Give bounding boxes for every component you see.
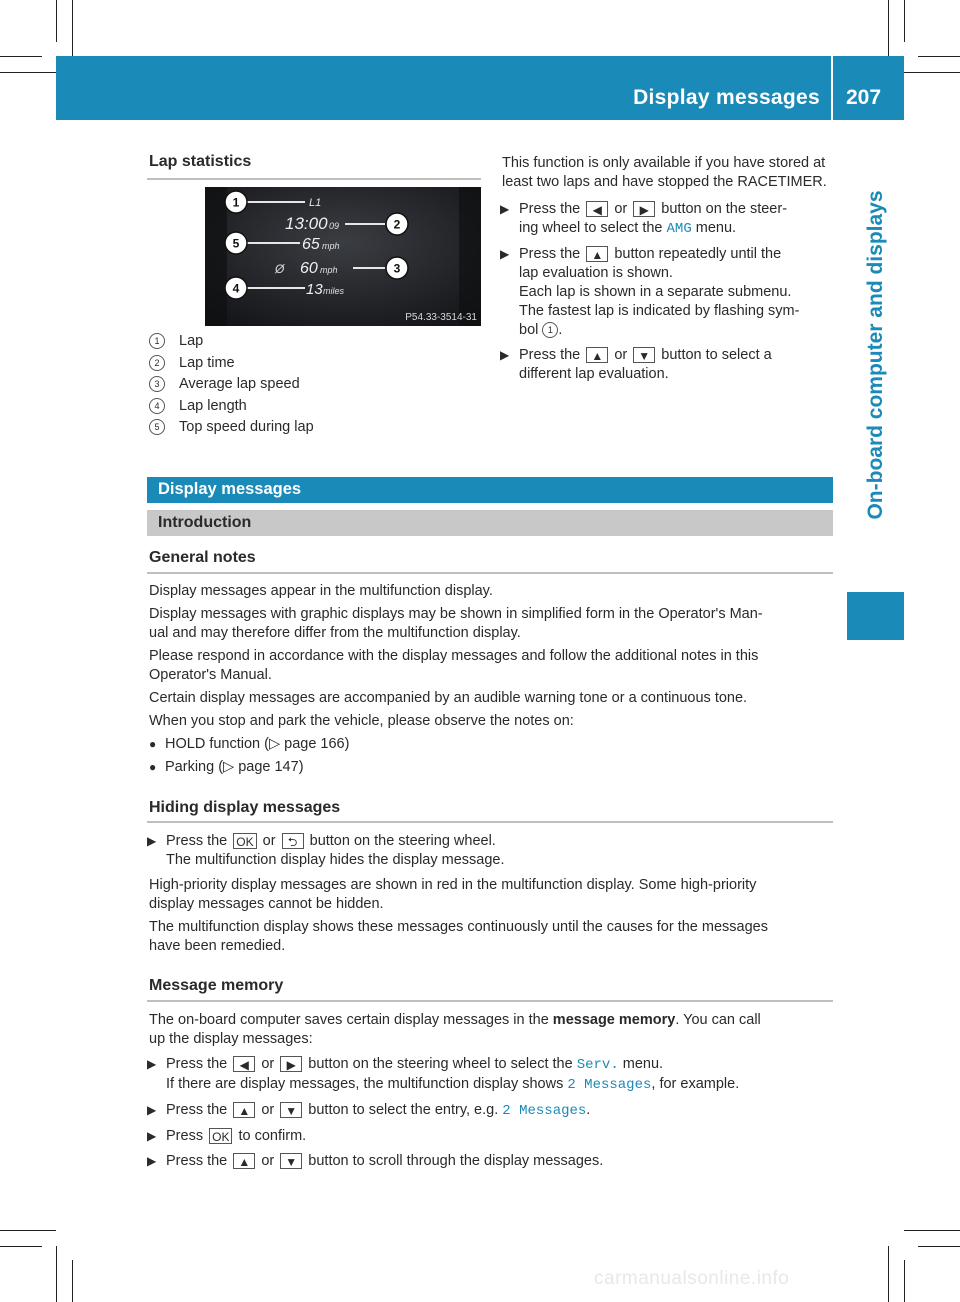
crop-mark <box>0 72 56 73</box>
header-separator <box>831 56 833 120</box>
step-text: Press the <box>519 246 581 262</box>
list-text: HOLD function ( <box>165 736 269 752</box>
step-text: ing wheel to select the <box>519 220 663 236</box>
messages-display-label: 2 Messages <box>567 1077 652 1093</box>
callout-5 <box>225 232 247 254</box>
step-text: Press the <box>166 1102 228 1118</box>
crop-mark <box>56 1246 57 1302</box>
down-button-icon: ▼ <box>280 1102 302 1118</box>
paragraph: Operator's Manual. <box>149 667 272 683</box>
crop-mark <box>904 1230 960 1231</box>
paragraph: The multifunction display shows these messages continuously until the causes for the messages <box>149 919 768 935</box>
figure-id: P54.33-3514-31 <box>405 312 477 323</box>
step-text: button to select the entry, e.g. <box>308 1102 499 1118</box>
step-text: Press the <box>166 1056 228 1072</box>
callout-3 <box>386 257 408 279</box>
page-reference-link[interactable]: ▷ page 147) <box>223 759 304 775</box>
crop-mark <box>918 56 960 57</box>
lap-time-value: 13:00 <box>285 214 328 233</box>
step <box>500 346 832 384</box>
step-arrow-icon: ▶ <box>147 1154 157 1168</box>
section-rule <box>147 1000 833 1002</box>
svg-text:3: 3 <box>393 261 401 276</box>
callout-4 <box>225 277 247 299</box>
crop-mark <box>72 1260 73 1302</box>
header-title: Display messages <box>633 86 820 109</box>
step-text: different lap evaluation. <box>519 366 669 382</box>
lap-length-unit: miles <box>323 286 345 296</box>
back-button-icon: ⮌ <box>282 833 304 849</box>
step-text: Press the <box>166 1153 228 1169</box>
step-arrow-icon: ▶ <box>500 348 510 362</box>
lap-statistics-figure <box>205 187 481 326</box>
legend-number: 4 <box>149 398 165 414</box>
step-text: button repeatedly until the <box>614 246 782 262</box>
section-rule <box>147 178 481 180</box>
paragraph-text: . You can call <box>675 1012 761 1028</box>
message-memory-body <box>149 1011 833 1171</box>
crop-mark <box>72 0 73 56</box>
top-speed-unit: mph <box>322 241 340 251</box>
svg-text:1: 1 <box>232 195 240 210</box>
step-text: Each lap is shown in a separate submenu. <box>519 284 792 300</box>
step-text: or <box>261 1102 275 1118</box>
step-text: Press the <box>519 347 581 363</box>
paragraph: ual and may therefore differ from the multifunction display. <box>149 625 521 641</box>
step-arrow-icon: ▶ <box>500 202 510 216</box>
legend-item <box>149 375 479 397</box>
up-button-icon: ▲ <box>233 1102 255 1118</box>
step <box>147 1055 833 1095</box>
intro-paragraph: This function is only available if you have stored at least two laps and have stopped the RACETIMER. <box>502 155 827 190</box>
step-text: Press the <box>166 833 228 849</box>
paragraph <box>149 1011 833 1030</box>
step-text: . <box>586 1102 591 1118</box>
crop-mark <box>0 1246 42 1247</box>
bullet-icon: ● <box>149 737 157 751</box>
down-button-icon: ▼ <box>633 347 655 363</box>
introduction-band <box>147 510 833 536</box>
paragraph: Please respond in accordance with the display messages and follow the additional notes in this <box>149 648 759 664</box>
legend-number: 5 <box>149 419 165 435</box>
step <box>147 832 833 870</box>
section-rule <box>147 821 833 823</box>
step-arrow-icon: ▶ <box>500 247 510 261</box>
step-text: bol <box>519 322 539 338</box>
side-tab-label: On-board computer and displays <box>864 190 887 520</box>
step-text: menu. <box>695 220 737 236</box>
svg-text:2: 2 <box>393 217 401 232</box>
display-messages-band <box>147 477 833 503</box>
average-symbol: Ø <box>275 262 285 276</box>
legend-item <box>149 354 479 376</box>
bold-term: message memory <box>552 1012 676 1028</box>
callout-1 <box>225 191 247 213</box>
paragraph: Certain display messages are accompanied by an audible warning tone or a continuous tone. <box>149 690 748 706</box>
lap-statistics-title: Lap statistics <box>149 153 252 170</box>
right-button-icon: ▶ <box>633 201 655 217</box>
step-text: . <box>558 322 563 338</box>
legend-item <box>149 332 479 354</box>
band-title: Introduction <box>158 514 252 531</box>
step <box>147 1127 833 1146</box>
up-button-icon: ▲ <box>586 246 608 262</box>
paragraph: High-priority display messages are shown in red in the multifunction display. Some high-priority <box>149 877 757 893</box>
step-text: or <box>614 347 628 363</box>
right-button-icon: ▶ <box>280 1056 302 1072</box>
down-button-icon: ▼ <box>280 1153 302 1169</box>
legend-text: Average lap speed <box>179 376 300 392</box>
lap-legend <box>149 332 479 440</box>
step-text: menu. <box>622 1056 664 1072</box>
right-column <box>502 154 832 384</box>
legend-text: Lap time <box>179 354 235 371</box>
messages-display-label: 2 Messages <box>502 1103 587 1119</box>
serv-menu-label: Serv. <box>576 1057 619 1073</box>
legend-text: Lap <box>179 333 204 349</box>
crop-mark <box>904 1260 905 1302</box>
step-text: button on the steering wheel. <box>309 833 496 849</box>
hiding-title: Hiding display messages <box>149 799 341 816</box>
legend-number: 2 <box>149 355 165 371</box>
step-text: Press the <box>519 201 581 217</box>
page-reference-link[interactable]: ▷ page 166) <box>268 736 350 752</box>
lap-label: L1 <box>309 197 322 209</box>
step <box>147 1152 833 1171</box>
crop-mark <box>888 1246 889 1302</box>
page-number: 207 <box>846 86 882 109</box>
step <box>500 245 832 340</box>
step-text: button to select a <box>661 347 772 363</box>
step <box>500 200 832 239</box>
callout-ref: 1 <box>542 322 558 338</box>
crop-mark <box>904 0 905 42</box>
step-text: The fastest lap is indicated by flashing sym- <box>519 303 800 319</box>
step-text: or <box>614 201 628 217</box>
paragraph: Display messages appear in the multifunction display. <box>149 583 493 599</box>
step-text: button on the steer- <box>661 201 788 217</box>
left-button-icon: ◀ <box>233 1056 255 1072</box>
general-notes-body <box>149 582 833 777</box>
list-text: Parking ( <box>165 759 224 775</box>
lap-length-value: 13 <box>306 281 323 298</box>
paragraph: have been remedied. <box>149 938 286 954</box>
crop-mark <box>904 72 960 73</box>
list-item <box>149 758 833 777</box>
bullet-icon: ● <box>149 760 157 774</box>
step-text: or <box>261 1056 275 1072</box>
step-text: to confirm. <box>238 1128 307 1144</box>
hiding-body <box>149 832 833 956</box>
crop-mark <box>0 56 42 57</box>
legend-number: 1 <box>149 333 165 349</box>
crop-mark <box>56 0 57 42</box>
section-rule <box>147 572 833 574</box>
legend-number: 3 <box>149 376 165 392</box>
step-text: or <box>261 1153 275 1169</box>
step-text: or <box>262 833 276 849</box>
step-arrow-icon: ▶ <box>147 834 157 848</box>
paragraph: display messages cannot be hidden. <box>149 896 384 912</box>
legend-item <box>149 418 479 440</box>
step <box>147 1101 833 1121</box>
step-arrow-icon: ▶ <box>147 1129 157 1143</box>
side-tab-block <box>847 592 904 640</box>
up-button-icon: ▲ <box>586 347 608 363</box>
crop-mark <box>0 1230 56 1231</box>
avg-speed-unit: mph <box>320 265 338 275</box>
general-notes-title: General notes <box>149 549 256 566</box>
ok-button-icon: OK <box>233 833 256 849</box>
lap-time-fraction: 09 <box>329 221 340 231</box>
step-text: button to scroll through the display messages. <box>308 1153 604 1169</box>
step-text: button on the steering wheel to select the <box>308 1056 573 1072</box>
paragraph: Display messages with graphic displays may be shown in simplified form in the Operator's Man- <box>149 606 763 622</box>
watermark: carmanualsonline.info <box>594 1268 790 1289</box>
svg-text:5: 5 <box>232 236 240 251</box>
legend-text: Lap length <box>179 397 247 414</box>
paragraph-text: The on-board computer saves certain display messages in the <box>149 1012 549 1028</box>
step-arrow-icon: ▶ <box>147 1103 157 1117</box>
step-text: Press <box>166 1128 204 1144</box>
list-item <box>149 735 833 754</box>
paragraph: up the display messages: <box>149 1031 313 1047</box>
legend-text: Top speed during lap <box>179 419 314 435</box>
message-memory-title: Message memory <box>149 977 284 994</box>
left-button-icon: ◀ <box>586 201 608 217</box>
svg-text:4: 4 <box>232 281 240 296</box>
legend-item <box>149 397 479 419</box>
step-text: lap evaluation is shown. <box>519 265 673 281</box>
ok-button-icon: OK <box>209 1128 232 1144</box>
top-speed-value: 65 <box>302 236 320 253</box>
crop-mark <box>888 0 889 56</box>
step-text: If there are display messages, the multifunction display shows <box>166 1076 564 1092</box>
step-text: , for example. <box>651 1076 740 1092</box>
up-button-icon: ▲ <box>233 1153 255 1169</box>
amg-menu-label: AMG <box>666 221 692 237</box>
crop-mark <box>918 1246 960 1247</box>
step-text: The multifunction display hides the display message. <box>166 852 505 868</box>
avg-speed-value: 60 <box>300 260 318 277</box>
paragraph: When you stop and park the vehicle, please observe the notes on: <box>149 713 574 729</box>
step-arrow-icon: ▶ <box>147 1057 157 1071</box>
callout-2 <box>386 213 408 235</box>
band-title: Display messages <box>158 480 302 498</box>
